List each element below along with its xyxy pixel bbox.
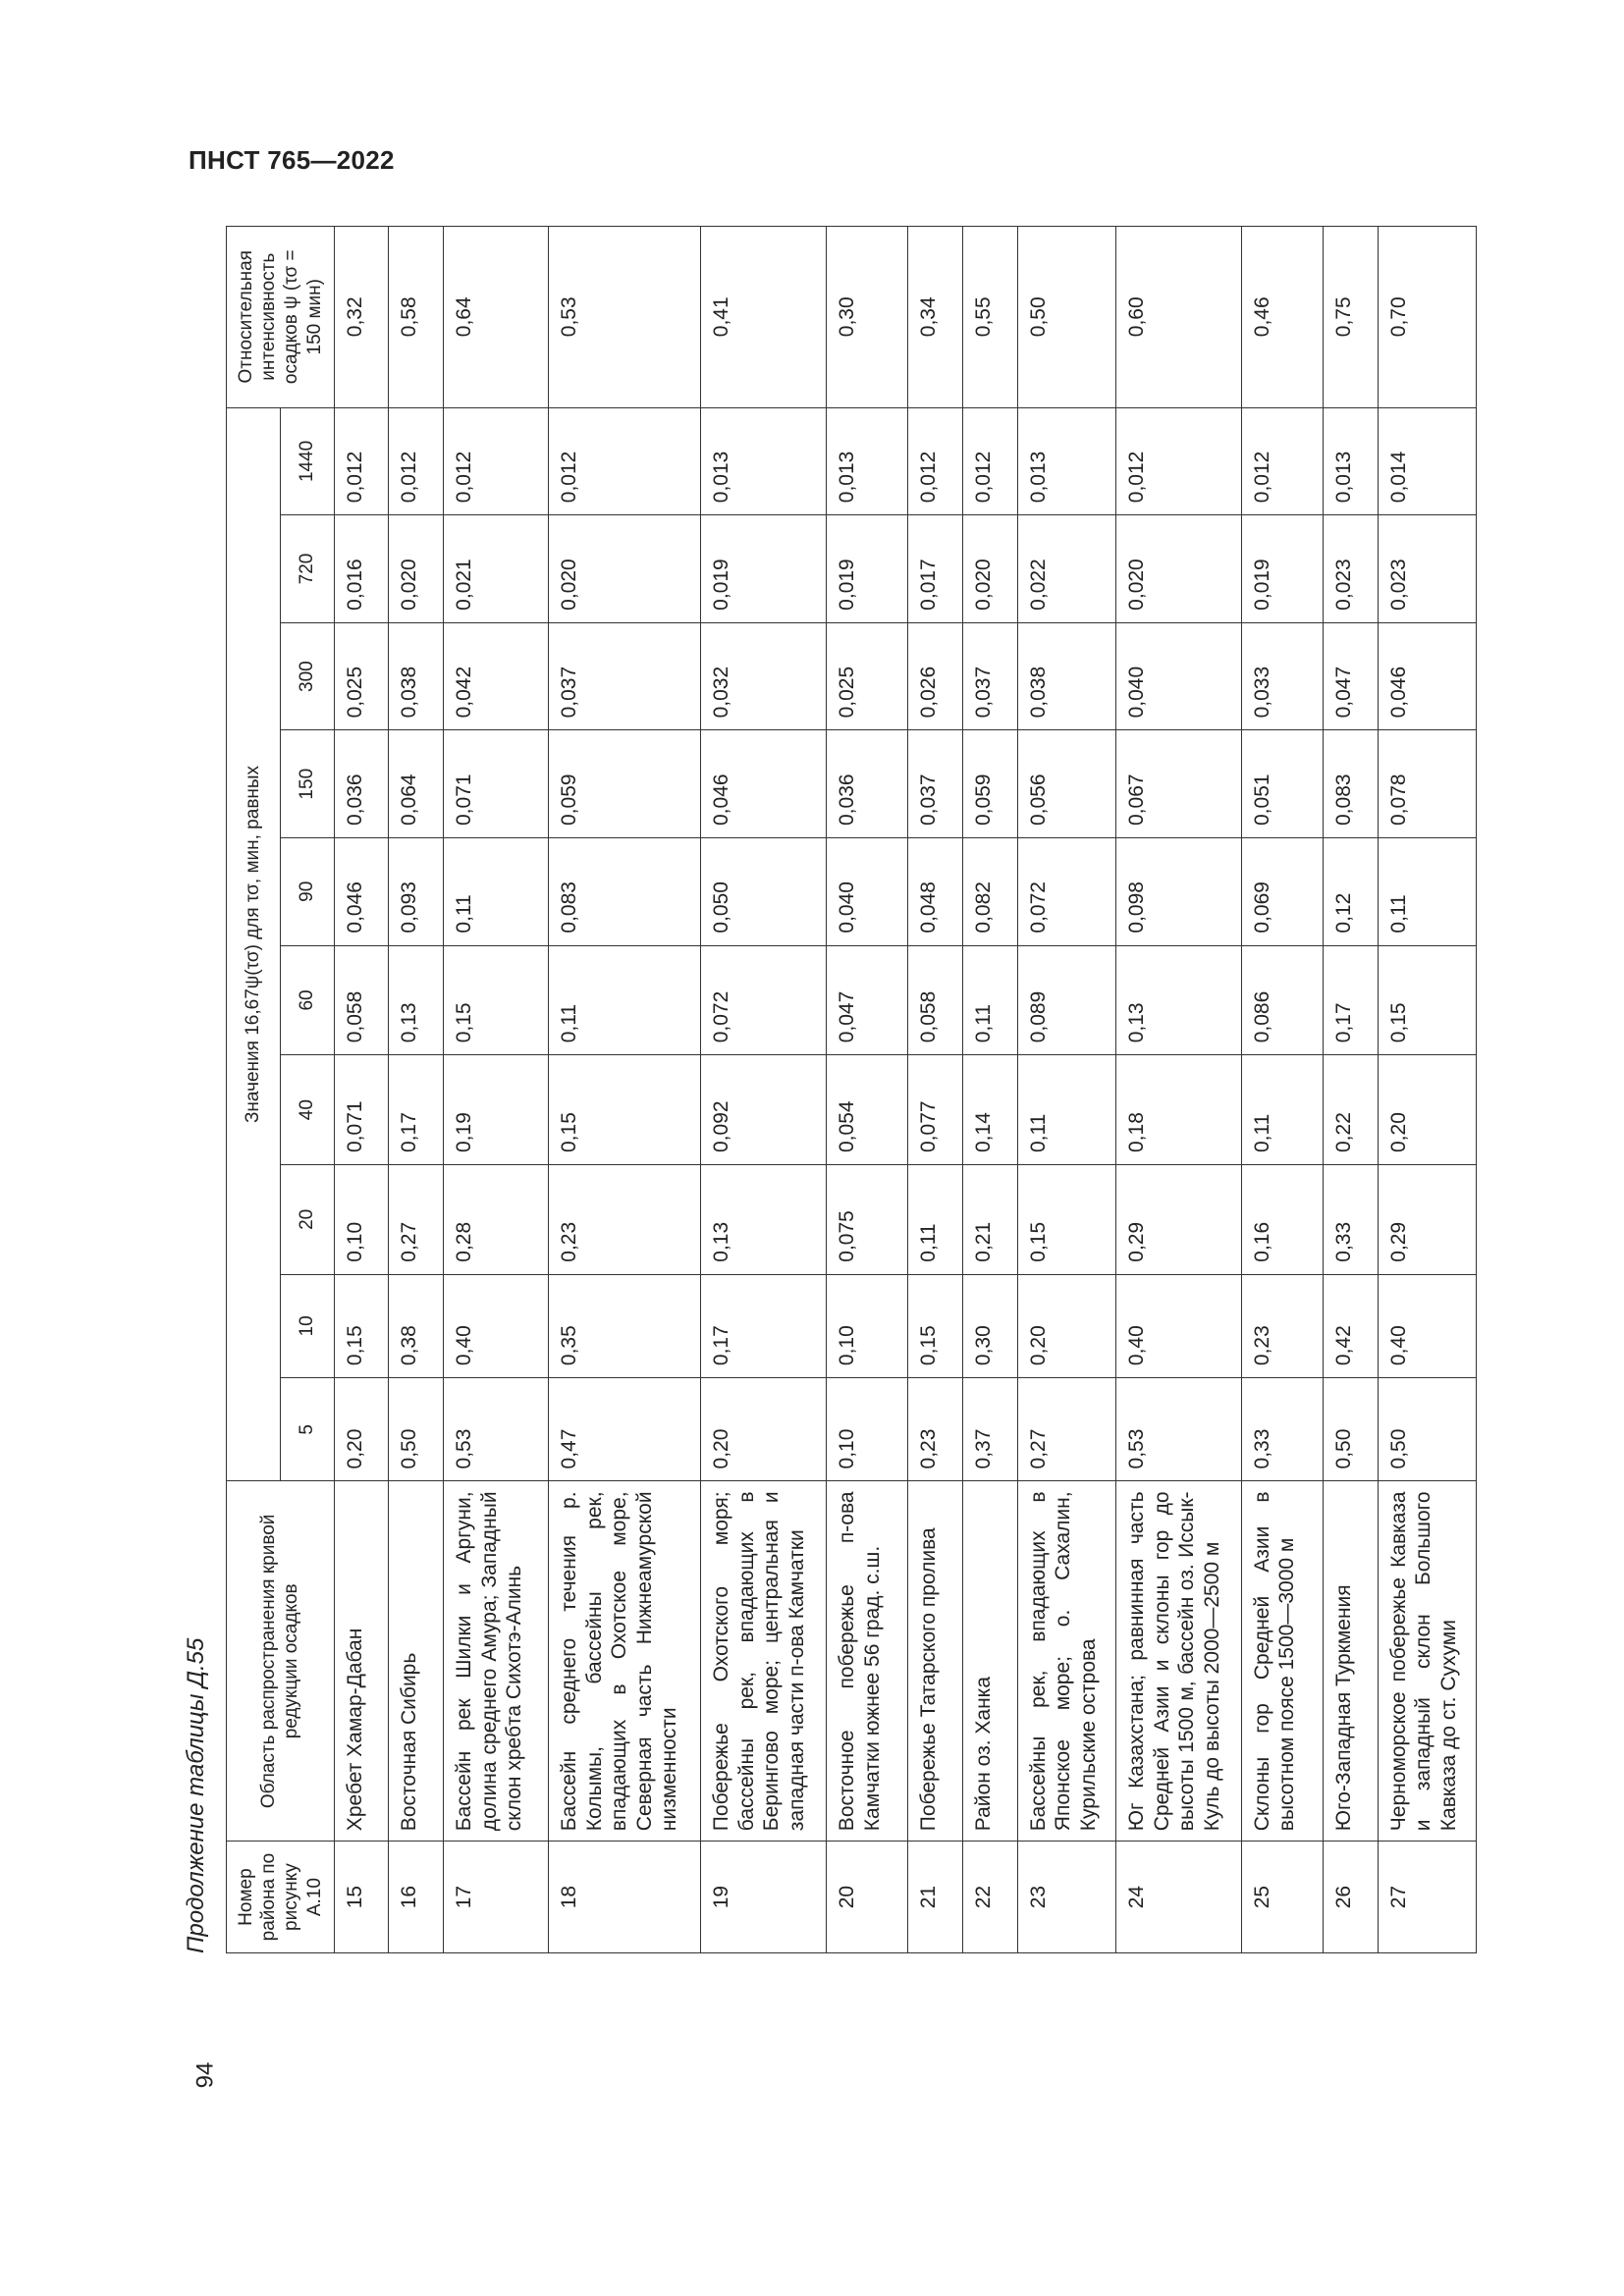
header-area: Область распространения кривой редукции осадков — [227, 1481, 335, 1842]
region-no-cell: 19 — [701, 1842, 827, 1953]
value-cell: 0,50 — [1324, 1378, 1379, 1481]
table-row — [962, 227, 1017, 1953]
value-cell: 0,012 — [334, 407, 389, 515]
header-duration: 90 — [280, 838, 334, 946]
value-cell: 0,058 — [908, 945, 963, 1055]
value-cell: 0,11 — [1378, 838, 1477, 946]
value-cell: 0,077 — [908, 1055, 963, 1165]
table-row — [1241, 227, 1323, 1953]
value-cell: 0,069 — [1241, 838, 1323, 946]
region-no-cell: 15 — [334, 1842, 389, 1953]
value-cell: 0,023 — [1378, 515, 1477, 623]
area-cell: Восточное побережье п-ова Камчатки южнее 56 град. с.ш. — [826, 1481, 907, 1842]
value-cell: 0,033 — [1241, 622, 1323, 730]
value-cell: 0,025 — [826, 622, 907, 730]
value-cell: 0,019 — [826, 515, 907, 623]
value-cell: 0,038 — [1017, 622, 1115, 730]
value-cell: 0,29 — [1378, 1165, 1477, 1275]
value-cell: 0,014 — [1378, 407, 1477, 515]
value-cell: 0,20 — [701, 1378, 827, 1481]
value-cell: 0,013 — [1324, 407, 1379, 515]
table-row — [1324, 227, 1379, 1953]
value-cell: 0,013 — [1017, 407, 1115, 515]
value-cell: 0,12 — [1324, 838, 1379, 946]
value-cell: 0,28 — [443, 1165, 548, 1275]
relative-intensity-cell: 0,30 — [826, 227, 907, 408]
area-cell: Побережье Татарского пролива — [908, 1481, 963, 1842]
region-no-cell: 16 — [389, 1842, 444, 1953]
value-cell: 0,037 — [548, 622, 700, 730]
value-cell: 0,012 — [1115, 407, 1241, 515]
value-cell: 0,40 — [443, 1274, 548, 1377]
relative-intensity-cell: 0,58 — [389, 227, 444, 408]
precipitation-reduction-table — [226, 226, 1477, 1953]
value-cell: 0,11 — [908, 1165, 963, 1275]
relative-intensity-cell: 0,60 — [1115, 227, 1241, 408]
value-cell: 0,022 — [1017, 515, 1115, 623]
table-row — [1115, 227, 1241, 1953]
value-cell: 0,020 — [548, 515, 700, 623]
value-cell: 0,032 — [701, 622, 827, 730]
value-cell: 0,025 — [334, 622, 389, 730]
area-cell: Хребет Хамар-Дабан — [334, 1481, 389, 1842]
area-cell: Бассейны рек, впадающих в Японское море; о. Сахалин, Курильские острова — [1017, 1481, 1115, 1842]
value-cell: 0,012 — [389, 407, 444, 515]
value-cell: 0,16 — [1241, 1165, 1323, 1275]
region-no-cell: 17 — [443, 1842, 548, 1953]
header-duration: 300 — [280, 622, 334, 730]
value-cell: 0,092 — [701, 1055, 827, 1165]
header-duration: 1440 — [280, 407, 334, 515]
value-cell: 0,10 — [826, 1378, 907, 1481]
relative-intensity-cell: 0,41 — [701, 227, 827, 408]
page-number: 94 — [191, 2061, 219, 2089]
value-cell: 0,37 — [962, 1378, 1017, 1481]
value-cell: 0,047 — [826, 945, 907, 1055]
value-cell: 0,15 — [1378, 945, 1477, 1055]
value-cell: 0,054 — [826, 1055, 907, 1165]
table-row — [826, 227, 907, 1953]
value-cell: 0,15 — [908, 1274, 963, 1377]
region-no-cell: 21 — [908, 1842, 963, 1953]
value-cell: 0,036 — [334, 730, 389, 838]
value-cell: 0,40 — [1378, 1274, 1477, 1377]
header-duration: 20 — [280, 1165, 334, 1275]
value-cell: 0,20 — [1017, 1274, 1115, 1377]
value-cell: 0,067 — [1115, 730, 1241, 838]
area-cell: Юг Казахстана; равнинная часть Средней Азии и склоны гор до высоты 1500 м, бассейн оз. Иссык-Куль до высоты 2000—2500 м — [1115, 1481, 1241, 1842]
relative-intensity-cell: 0,50 — [1017, 227, 1115, 408]
value-cell: 0,23 — [908, 1378, 963, 1481]
value-cell: 0,53 — [443, 1378, 548, 1481]
region-no-cell: 23 — [1017, 1842, 1115, 1953]
header-duration: 150 — [280, 730, 334, 838]
value-cell: 0,15 — [443, 945, 548, 1055]
value-cell: 0,14 — [962, 1055, 1017, 1165]
value-cell: 0,040 — [1115, 622, 1241, 730]
value-cell: 0,13 — [389, 945, 444, 1055]
value-cell: 0,10 — [334, 1165, 389, 1275]
value-cell: 0,23 — [1241, 1274, 1323, 1377]
value-cell: 0,083 — [548, 838, 700, 946]
table-row — [334, 227, 389, 1953]
value-cell: 0,072 — [1017, 838, 1115, 946]
value-cell: 0,012 — [962, 407, 1017, 515]
value-cell: 0,086 — [1241, 945, 1323, 1055]
area-cell: Бассейн рек Шилки и Аргуни, долина среднего Амура; Западный склон хребта Сихотэ-Алинь — [443, 1481, 548, 1842]
relative-intensity-cell: 0,46 — [1241, 227, 1323, 408]
area-cell: Бассейн среднего течения р. Колымы, бассейны рек, впадающих в Охотское море, Северная часть Нижнеамурской низменности — [548, 1481, 700, 1842]
value-cell: 0,40 — [1115, 1274, 1241, 1377]
region-no-cell: 20 — [826, 1842, 907, 1953]
value-cell: 0,30 — [962, 1274, 1017, 1377]
region-no-cell: 24 — [1115, 1842, 1241, 1953]
header-region-no: Номер района по рисунку А.10 — [227, 1842, 335, 1953]
value-cell: 0,046 — [334, 838, 389, 946]
area-cell: Восточная Сибирь — [389, 1481, 444, 1842]
value-cell: 0,064 — [389, 730, 444, 838]
value-cell: 0,17 — [701, 1274, 827, 1377]
value-cell: 0,27 — [389, 1165, 444, 1275]
value-cell: 0,020 — [1115, 515, 1241, 623]
header-relative: Относительная интенсивность осадков ψ (τσ = 150 мин) — [227, 227, 335, 408]
value-cell: 0,15 — [548, 1055, 700, 1165]
value-cell: 0,026 — [908, 622, 963, 730]
value-cell: 0,040 — [826, 838, 907, 946]
header-duration: 60 — [280, 945, 334, 1055]
value-cell: 0,13 — [701, 1165, 827, 1275]
value-cell: 0,47 — [548, 1378, 700, 1481]
value-cell: 0,048 — [908, 838, 963, 946]
value-cell: 0,35 — [548, 1274, 700, 1377]
value-cell: 0,012 — [443, 407, 548, 515]
value-cell: 0,29 — [1115, 1165, 1241, 1275]
value-cell: 0,021 — [443, 515, 548, 623]
value-cell: 0,058 — [334, 945, 389, 1055]
relative-intensity-cell: 0,55 — [962, 227, 1017, 408]
value-cell: 0,33 — [1324, 1165, 1379, 1275]
table-row — [701, 227, 827, 1953]
value-cell: 0,023 — [1324, 515, 1379, 623]
value-cell: 0,53 — [1115, 1378, 1241, 1481]
relative-intensity-cell: 0,64 — [443, 227, 548, 408]
value-cell: 0,078 — [1378, 730, 1477, 838]
value-cell: 0,17 — [389, 1055, 444, 1165]
relative-intensity-cell: 0,53 — [548, 227, 700, 408]
standard-code: ПНСТ 765—2022 — [189, 145, 395, 175]
value-cell: 0,017 — [908, 515, 963, 623]
header-values-group: Значения 16,67ψ(τσ) для τσ, мин, равных — [227, 407, 281, 1481]
value-cell: 0,082 — [962, 838, 1017, 946]
header-duration: 40 — [280, 1055, 334, 1165]
value-cell: 0,020 — [389, 515, 444, 623]
relative-intensity-cell: 0,32 — [334, 227, 389, 408]
table-body — [334, 227, 1477, 1953]
value-cell: 0,019 — [701, 515, 827, 623]
value-cell: 0,050 — [701, 838, 827, 946]
value-cell: 0,012 — [1241, 407, 1323, 515]
value-cell: 0,083 — [1324, 730, 1379, 838]
value-cell: 0,11 — [1017, 1055, 1115, 1165]
header-row-1 — [227, 227, 281, 1953]
value-cell: 0,019 — [1241, 515, 1323, 623]
area-cell: Юго-Западная Туркмения — [1324, 1481, 1379, 1842]
table-row — [1378, 227, 1477, 1953]
value-cell: 0,089 — [1017, 945, 1115, 1055]
value-cell: 0,047 — [1324, 622, 1379, 730]
value-cell: 0,42 — [1324, 1274, 1379, 1377]
value-cell: 0,098 — [1115, 838, 1241, 946]
region-no-cell: 18 — [548, 1842, 700, 1953]
relative-intensity-cell: 0,70 — [1378, 227, 1477, 408]
value-cell: 0,50 — [1378, 1378, 1477, 1481]
area-cell: Черноморское побережье Кавказа и западный склон Большого Кавказа до ст. Сухуми — [1378, 1481, 1477, 1842]
value-cell: 0,33 — [1241, 1378, 1323, 1481]
value-cell: 0,38 — [389, 1274, 444, 1377]
value-cell: 0,037 — [908, 730, 963, 838]
table-row — [1017, 227, 1115, 1953]
region-no-cell: 25 — [1241, 1842, 1323, 1953]
value-cell: 0,15 — [1017, 1165, 1115, 1275]
value-cell: 0,020 — [962, 515, 1017, 623]
value-cell: 0,056 — [1017, 730, 1115, 838]
region-no-cell: 27 — [1378, 1842, 1477, 1953]
value-cell: 0,17 — [1324, 945, 1379, 1055]
value-cell: 0,11 — [1241, 1055, 1323, 1165]
value-cell: 0,071 — [443, 730, 548, 838]
value-cell: 0,18 — [1115, 1055, 1241, 1165]
value-cell: 0,10 — [826, 1274, 907, 1377]
value-cell: 0,013 — [701, 407, 827, 515]
region-no-cell: 22 — [962, 1842, 1017, 1953]
value-cell: 0,11 — [962, 945, 1017, 1055]
value-cell: 0,27 — [1017, 1378, 1115, 1481]
value-cell: 0,075 — [826, 1165, 907, 1275]
value-cell: 0,012 — [548, 407, 700, 515]
value-cell: 0,13 — [1115, 945, 1241, 1055]
value-cell: 0,19 — [443, 1055, 548, 1165]
region-no-cell: 26 — [1324, 1842, 1379, 1953]
value-cell: 0,22 — [1324, 1055, 1379, 1165]
value-cell: 0,11 — [443, 838, 548, 946]
header-duration: 5 — [280, 1378, 334, 1481]
value-cell: 0,50 — [389, 1378, 444, 1481]
value-cell: 0,20 — [334, 1378, 389, 1481]
header-duration: 10 — [280, 1274, 334, 1377]
value-cell: 0,037 — [962, 622, 1017, 730]
table-row — [548, 227, 700, 1953]
value-cell: 0,23 — [548, 1165, 700, 1275]
value-cell: 0,036 — [826, 730, 907, 838]
value-cell: 0,012 — [908, 407, 963, 515]
value-cell: 0,093 — [389, 838, 444, 946]
value-cell: 0,042 — [443, 622, 548, 730]
area-cell: Склоны гор Средней Азии в высотном поясе 1500—3000 м — [1241, 1481, 1323, 1842]
value-cell: 0,072 — [701, 945, 827, 1055]
value-cell: 0,046 — [1378, 622, 1477, 730]
value-cell: 0,21 — [962, 1165, 1017, 1275]
relative-intensity-cell: 0,34 — [908, 227, 963, 408]
value-cell: 0,20 — [1378, 1055, 1477, 1165]
table-caption: Продолжение таблицы Д.55 — [183, 1637, 209, 1953]
table-row — [908, 227, 963, 1953]
value-cell: 0,071 — [334, 1055, 389, 1165]
table-row — [389, 227, 444, 1953]
header-duration: 720 — [280, 515, 334, 623]
rotated-table-container — [183, 226, 1461, 1953]
value-cell: 0,038 — [389, 622, 444, 730]
area-cell: Район оз. Ханка — [962, 1481, 1017, 1842]
value-cell: 0,059 — [548, 730, 700, 838]
value-cell: 0,15 — [334, 1274, 389, 1377]
relative-intensity-cell: 0,75 — [1324, 227, 1379, 408]
value-cell: 0,051 — [1241, 730, 1323, 838]
value-cell: 0,013 — [826, 407, 907, 515]
value-cell: 0,016 — [334, 515, 389, 623]
area-cell: Побережье Охотского моря; бассейны рек, впадающих в Берингово море; центральная и западная части п-ова Камчатки — [701, 1481, 827, 1842]
value-cell: 0,11 — [548, 945, 700, 1055]
value-cell: 0,059 — [962, 730, 1017, 838]
table-row — [443, 227, 548, 1953]
value-cell: 0,046 — [701, 730, 827, 838]
